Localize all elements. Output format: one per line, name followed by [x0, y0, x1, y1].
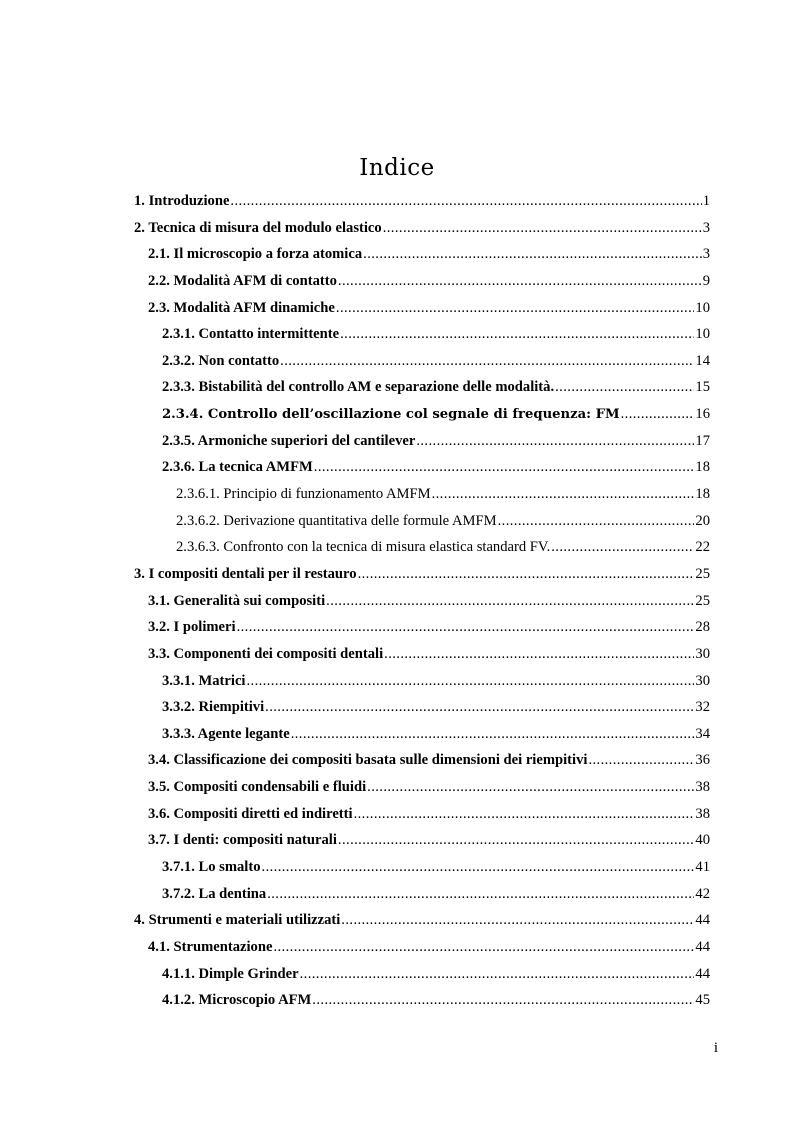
toc-entry-page: 17	[695, 432, 710, 449]
dot-leader	[363, 241, 702, 268]
toc-entry[interactable]	[162, 854, 710, 881]
toc-entry-page: 22	[695, 539, 710, 556]
dot-leader	[551, 534, 694, 561]
toc-entry-page: 18	[695, 459, 710, 476]
toc-entry-page: 14	[695, 352, 710, 369]
toc-entry-title: 3.5. Compositi condensabili e fluidi	[148, 779, 367, 796]
toc-entry[interactable]	[162, 668, 710, 695]
toc-entry-page: 10	[695, 326, 710, 343]
dot-leader	[273, 934, 694, 961]
toc-entry[interactable]	[134, 907, 710, 934]
toc-entry-title: 3.1. Generalità sui compositi	[148, 592, 326, 609]
table-of-contents	[0, 188, 794, 1014]
dot-leader	[340, 321, 694, 348]
toc-entry-page: 15	[695, 379, 710, 396]
toc-entry-page: 41	[695, 859, 710, 876]
toc-entry-title: 2.3.3. Bistabilità del controllo AM e separazione delle modalità.	[162, 379, 555, 396]
dot-leader	[326, 588, 694, 615]
toc-entry-page: 44	[695, 938, 710, 955]
dot-leader	[358, 561, 695, 588]
toc-entry-title: 4.1.2. Microscopio AFM	[162, 992, 312, 1009]
toc-entry[interactable]	[148, 614, 710, 641]
toc-entry-title: 2.2. Modalità AFM di contatto	[148, 272, 337, 289]
toc-entry[interactable]	[176, 508, 710, 535]
toc-entry-title: 3.3. Componenti dei compositi dentali	[148, 645, 384, 662]
toc-entry[interactable]	[134, 215, 710, 242]
dot-leader	[246, 668, 694, 695]
toc-entry-title: 3.6. Compositi diretti ed indiretti	[148, 805, 353, 822]
toc-entry-title: 2.3.2. Non contatto	[162, 352, 280, 369]
toc-entry[interactable]	[162, 348, 710, 375]
dot-leader	[341, 907, 694, 934]
toc-entry-title: 4.1.1. Dimple Grinder	[162, 965, 299, 982]
dot-leader	[230, 188, 701, 215]
toc-entry-title: 3.7.1. Lo smalto	[162, 859, 261, 876]
toc-entry-page: 30	[695, 645, 710, 662]
dot-leader	[588, 747, 694, 774]
dot-leader	[312, 987, 694, 1014]
toc-entry-page: 45	[695, 992, 710, 1009]
toc-entry[interactable]	[162, 881, 710, 908]
toc-entry-page: 3	[702, 219, 710, 236]
dot-leader	[367, 774, 694, 801]
dot-leader	[300, 961, 695, 988]
toc-entry-page: 25	[695, 565, 710, 582]
toc-entry-page: 44	[695, 965, 710, 982]
toc-entry-page: 1	[702, 193, 710, 209]
dot-leader	[338, 827, 694, 854]
toc-entry-title: 2.3.5. Armoniche superiori del cantilever	[162, 432, 416, 449]
toc-entry-page: 40	[695, 832, 710, 849]
toc-entry-title: 3.4. Classificazione dei compositi basata sulle dimensioni dei riempitivi	[148, 752, 588, 769]
toc-entry[interactable]	[176, 481, 710, 508]
toc-entry-page: 28	[695, 619, 710, 636]
toc-entry-page: 36	[695, 752, 710, 769]
toc-entry-page: 34	[695, 725, 710, 742]
toc-entry-title: 2.3.6. La tecnica AMFM	[162, 459, 313, 476]
toc-entry[interactable]	[148, 934, 710, 961]
toc-entry[interactable]	[148, 241, 710, 268]
toc-entry[interactable]	[134, 561, 710, 588]
dot-leader	[354, 801, 695, 828]
toc-entry[interactable]	[148, 295, 710, 322]
toc-entry-title: 2.3.6.3. Confronto con la tecnica di misura elastica standard FV.	[176, 539, 551, 556]
dot-leader	[265, 694, 694, 721]
toc-entry-title: 2.3.4. Controllo dell’oscillazione col segnale di frequenza: FM	[162, 407, 620, 423]
dot-leader	[314, 454, 695, 481]
toc-entry-title: 3.7. I denti: compositi naturali	[148, 832, 337, 849]
toc-entry[interactable]	[148, 747, 710, 774]
toc-entry-title: 2.3.1. Contatto intermittente	[162, 326, 340, 343]
toc-entry-page: 16	[695, 406, 710, 423]
toc-entry[interactable]	[162, 694, 710, 721]
toc-entry-title: 4. Strumenti e materiali utilizzati	[134, 912, 341, 929]
dot-leader	[384, 641, 694, 668]
toc-entry[interactable]	[162, 454, 710, 481]
dot-leader	[267, 881, 694, 908]
dot-leader	[291, 721, 695, 748]
dot-leader	[621, 401, 695, 428]
toc-entry[interactable]	[162, 401, 710, 428]
toc-entry-title: 3.3.1. Matrici	[162, 672, 246, 689]
toc-entry-page: 18	[695, 486, 710, 503]
toc-entry[interactable]	[162, 374, 710, 401]
toc-entry[interactable]	[148, 827, 710, 854]
toc-entry-title: 3.7.2. La dentina	[162, 885, 267, 902]
toc-entry-title: 4.1. Strumentazione	[148, 938, 273, 955]
toc-entry-page: 38	[695, 805, 710, 822]
toc-entry-title: 3.3.3. Agente legante	[162, 725, 290, 742]
dot-leader	[280, 348, 694, 375]
toc-entry[interactable]	[148, 801, 710, 828]
toc-entry[interactable]	[162, 321, 710, 348]
toc-entry[interactable]	[162, 987, 710, 1014]
dot-leader	[416, 428, 694, 455]
toc-entry-title: 1. Introduzione	[134, 193, 230, 209]
toc-entry[interactable]	[162, 961, 710, 988]
dot-leader	[237, 614, 695, 641]
toc-entry-page: 25	[695, 592, 710, 609]
toc-entry-page: 3	[702, 246, 710, 263]
dot-leader	[498, 508, 695, 535]
dot-leader	[338, 268, 702, 295]
page-number: i	[713, 1040, 718, 1056]
toc-entry[interactable]	[162, 428, 710, 455]
dot-leader	[262, 854, 695, 881]
toc-entry[interactable]	[148, 588, 710, 615]
toc-entry[interactable]	[176, 534, 710, 561]
toc-entry-title: 2.3.6.2. Derivazione quantitativa delle formule AMFM	[176, 512, 497, 529]
dot-leader	[383, 215, 702, 242]
dot-leader	[336, 295, 695, 322]
toc-entry-page: 38	[695, 779, 710, 796]
toc-entry-title: 3.2. I polimeri	[148, 619, 236, 636]
toc-entry-page: 9	[702, 272, 710, 289]
toc-entry-title: 3. I compositi dentali per il restauro	[134, 565, 357, 582]
toc-entry[interactable]	[148, 268, 710, 295]
toc-entry-title: 3.3.2. Riempitivi	[162, 699, 265, 716]
toc-entry-page: 30	[695, 672, 710, 689]
toc-entry[interactable]	[148, 641, 710, 668]
toc-entry-page: 32	[695, 699, 710, 716]
toc-entry-title: 2.3. Modalità AFM dinamiche	[148, 299, 335, 316]
toc-entry-title: 2.1. Il microscopio a forza atomica	[148, 246, 363, 263]
toc-entry-title: 2. Tecnica di misura del modulo elastico	[134, 219, 382, 236]
dot-leader	[432, 481, 695, 508]
page-title: Indice	[359, 155, 435, 182]
toc-entry[interactable]	[134, 188, 710, 215]
toc-entry-title: 2.3.6.1. Principio di funzionamento AMFM	[176, 486, 431, 503]
toc-entry-page: 10	[695, 299, 710, 316]
dot-leader	[555, 374, 694, 401]
toc-entry[interactable]	[162, 721, 710, 748]
toc-entry[interactable]	[148, 774, 710, 801]
toc-entry-page: 20	[695, 512, 710, 529]
toc-entry-page: 42	[695, 885, 710, 902]
toc-entry-page: 44	[695, 912, 710, 929]
